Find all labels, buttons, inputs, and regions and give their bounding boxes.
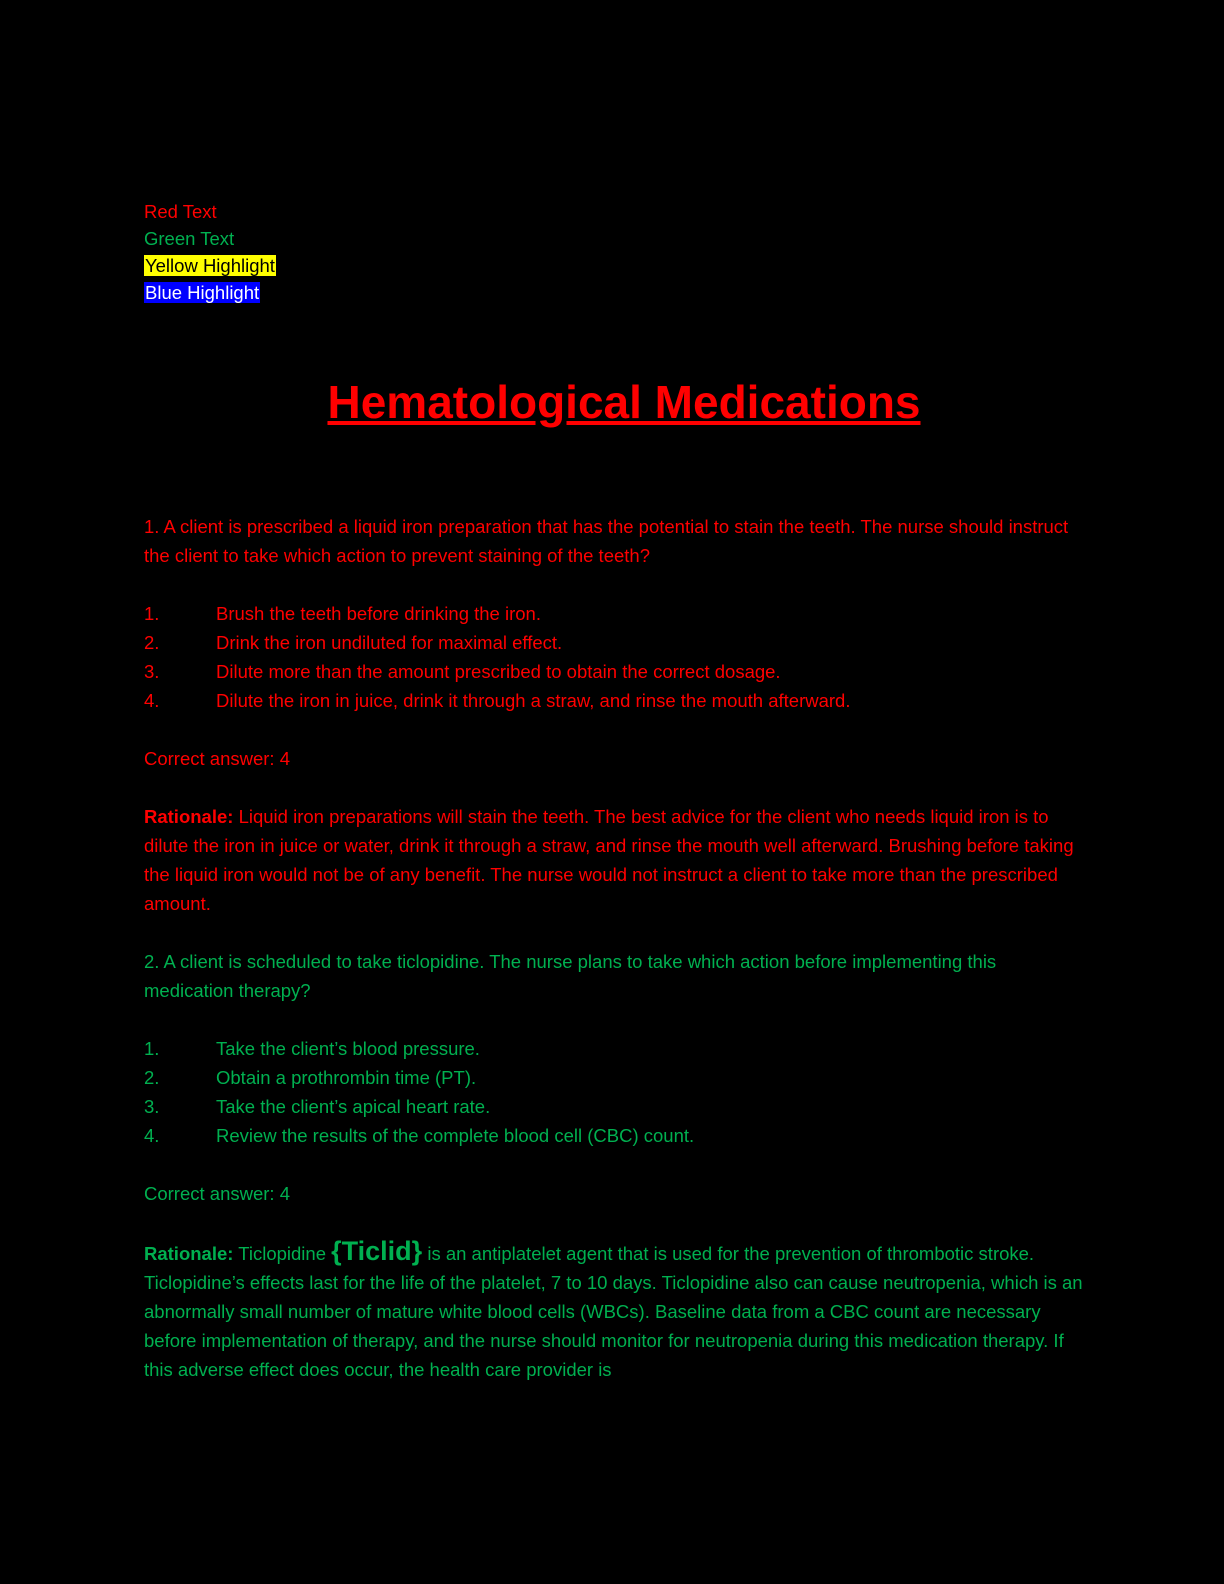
option-number: 4. [144,1125,160,1146]
legend-red-text: Red Text [144,201,217,222]
option-number: 3. [144,1096,160,1117]
option-number: 2. [144,1067,160,1088]
question-1 [144,512,1084,918]
option-text: Take the client’s blood pressure. [216,1038,480,1059]
question-2-stem: 2. A client is scheduled to take ticlopidine. The nurse plans to take which action before implementing this medication therapy? [144,951,997,1001]
question-1-answer: Correct answer: 4 [144,748,290,769]
page-title: Hematological Medications [327,376,921,428]
option-number: 3. [144,661,160,682]
question-2-option-2 [144,1063,1084,1092]
option-text: Drink the iron undiluted for maximal effect. [216,632,563,653]
question-2 [144,947,1084,1384]
question-1-option-4 [144,686,1084,715]
rationale-text: Liquid iron preparations will stain the teeth. The best advice for the client who needs liquid iron is to dilute the iron in juice or water, drink it through a straw, and rinse the mouth well afterward. Brushing before taking the liquid iron would not be of any benefit. The nurse would not instruct a client to take more than the prescribed amount. [144,806,1074,914]
rationale-label: Rationale: [144,1243,234,1264]
color-legend [144,198,1084,306]
brand-name: {Ticlid} [331,1236,423,1266]
question-1-stem: 1. A client is prescribed a liquid iron preparation that has the potential to stain the teeth. The nurse should instruct the client to take which action to prevent staining of the teeth? [144,516,1069,566]
option-text: Dilute the iron in juice, drink it through a straw, and rinse the mouth afterward. [216,690,851,711]
rationale-label: Rationale: [144,806,234,827]
option-text: Dilute more than the amount prescribed to obtain the correct dosage. [216,661,781,682]
rationale-text-post: is an antiplatelet agent that is used for the prevention of thrombotic stroke. Ticlopidine’s effects last for the life of the platelet, 7 to 10 days. Ticlopidine also can cause neutropenia, which is an abnormally small number of mature white blood cells (WBCs). Baseline data from a CBC count are necessary before implementation of therapy, and the nurse should monitor for neutropenia during this medication therapy. If this adverse effect does occur, the health care provider is [144,1243,1083,1380]
option-text: Take the client’s apical heart rate. [216,1096,491,1117]
option-text: Brush the teeth before drinking the iron. [216,603,541,624]
document-page [144,198,1084,1384]
option-number: 1. [144,603,160,624]
option-text: Obtain a prothrombin time (PT). [216,1067,477,1088]
question-1-rationale [144,802,1084,918]
option-number: 2. [144,632,160,653]
question-2-option-1 [144,1034,1084,1063]
question-2-rationale [144,1237,1084,1384]
question-2-option-3 [144,1092,1084,1121]
option-number: 1. [144,1038,160,1059]
question-2-option-4 [144,1121,1084,1150]
legend-yellow-highlight: Yellow Highlight [145,255,275,276]
rationale-text-pre: Ticlopidine [233,1243,332,1264]
question-1-option-2 [144,628,1084,657]
option-text: Review the results of the complete blood cell (CBC) count. [216,1125,695,1146]
question-2-answer: Correct answer: 4 [144,1183,290,1204]
legend-green-text: Green Text [144,228,235,249]
legend-blue-highlight: Blue Highlight [145,282,260,303]
option-number: 4. [144,690,160,711]
question-1-option-1 [144,599,1084,628]
question-1-option-3 [144,657,1084,686]
